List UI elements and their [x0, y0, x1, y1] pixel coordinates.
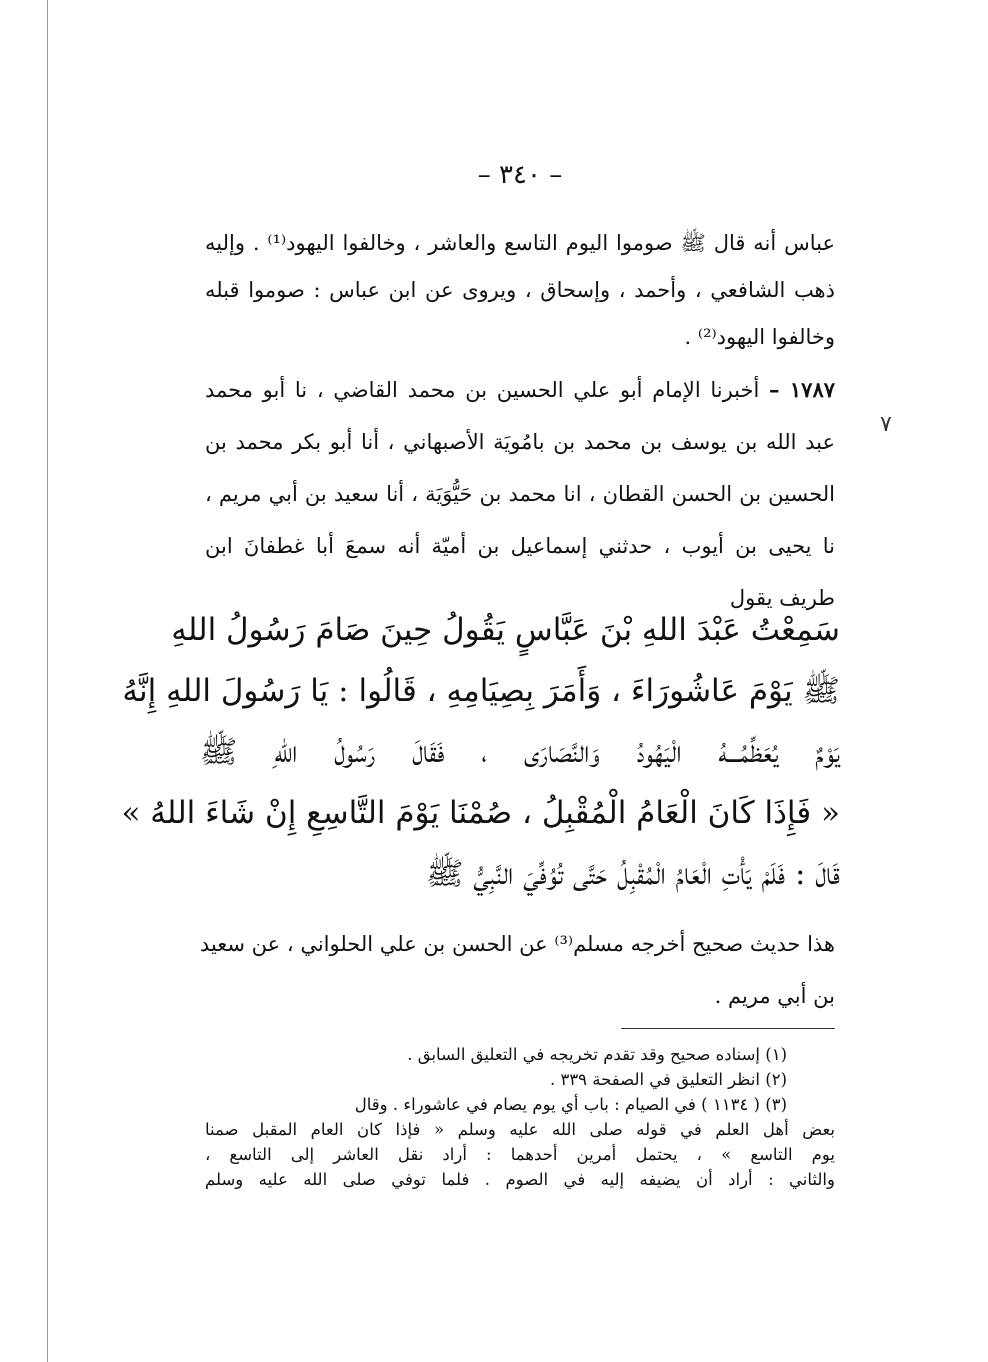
- isnad-line: عبد الله بن يوسف بن محمد بن بامُويَة الأصبهاني ، أنا أبو بكر محمد بن: [205, 430, 835, 454]
- isnad-line: طريف يقول: [729, 586, 835, 610]
- verdict-line: هذا حديث صحيح أخرجه مسلم⁽³⁾ عن الحسن بن علي الحلواني ، عن سعيد: [199, 932, 835, 956]
- hadith-line: قَالَ : فَلَمْ يَأْتِ الْعَامُ الْمُقْبِلُ حَتَّى تُوُفِّيَ النَّبِيُّ ﷺ: [425, 856, 840, 892]
- isnad-line: ١٧٨٧ – أخبرنا الإمام أبو علي الحسين بن محمد القاضي ، نا أبو محمد: [205, 377, 836, 402]
- isnad-paragraph: [205, 364, 835, 624]
- margin-mark: ٧: [880, 412, 892, 437]
- hadith-line: سَمِعْتُ عَبْدَ اللهِ بْنَ عَبَّاسٍ يَقُولُ حِينَ صَامَ رَسُولُ اللهِ: [171, 612, 840, 648]
- verdict-line: بن أبي مريم .: [714, 984, 835, 1008]
- intro-line: ذهب الشافعي ، وأحمد ، وإسحاق ، ويروى عن ابن عباس : صوموا قبله: [205, 278, 835, 302]
- footnote-3-continuation: والثاني : أراد أن يضيفه إليه في الصوم . فلما توفي صلى الله عليه وسلم: [205, 1170, 835, 1189]
- footnote-2: (٢) انظر التعليق في الصفحة ٣٣٩ .: [549, 1070, 787, 1089]
- footnote-3-continuation: يوم التاسع » ، يحتمل أمرين أحدهما : أراد نقل العاشر إلى التاسع ،: [205, 1145, 835, 1164]
- footnote-3: (٣) ( ١١٣٤ ) في الصيام : باب أي يوم يصام في عاشوراء . وقال: [354, 1095, 787, 1114]
- isnad-line: نا يحيى بن أيوب ، حدثني إسماعيل بن أميّة أنه سمعَ أبا غطفانَ ابن: [205, 534, 835, 558]
- hadith-number: ١٧٨٧ –: [769, 377, 836, 402]
- footnote-separator: [621, 1028, 835, 1029]
- page-number: – ٣٤٠ –: [477, 160, 563, 190]
- hadith-line: يَوْمٌ يُعَظِّمُـــهُ الْيَهُودُ وَالنَّصَارَى ، فَقَالَ رَسُولُ اللهِ ﷺ: [200, 734, 840, 770]
- isnad-line: الحسين بن الحسن القطان ، انا محمد بن حَيُّوَيَة ، أنا سعيد بن أبي مريم ،: [205, 482, 835, 506]
- page-margin-line: [47, 0, 48, 1362]
- intro-line: عباس أنه قال ﷺ صوموا اليوم التاسع والعاشر ، وخالفوا اليهود⁽¹⁾ . وإليه: [205, 231, 836, 255]
- hadith-line: « فَإِذَا كَانَ الْعَامُ الْمُقْبِلُ ، صُمْنَا يَوْمَ التَّاسِعِ إِنْ شَاءَ اللهُ »: [121, 795, 840, 831]
- hadith-line: ﷺ يَوْمَ عَاشُورَاءَ ، وَأَمَرَ بِصِيَامِهِ ، قَالُوا : يَا رَسُولَ اللهِ إِنَّهُ: [122, 673, 840, 709]
- footnotes: [205, 1042, 835, 1192]
- intro-line: وخالفوا اليهود⁽²⁾ .: [684, 325, 835, 349]
- intro-paragraph: [205, 220, 835, 361]
- footnote-1: (١) إسناده صحيح وقد تقدم تخريجه في التعليق السابق .: [407, 1045, 787, 1064]
- hadith-text: [121, 600, 840, 905]
- verdict-paragraph: [199, 918, 835, 1022]
- footnote-3-continuation: بعض أهل العلم في قوله صلى الله عليه وسلم « فإذا كان العام المقبل صمنا: [205, 1120, 835, 1139]
